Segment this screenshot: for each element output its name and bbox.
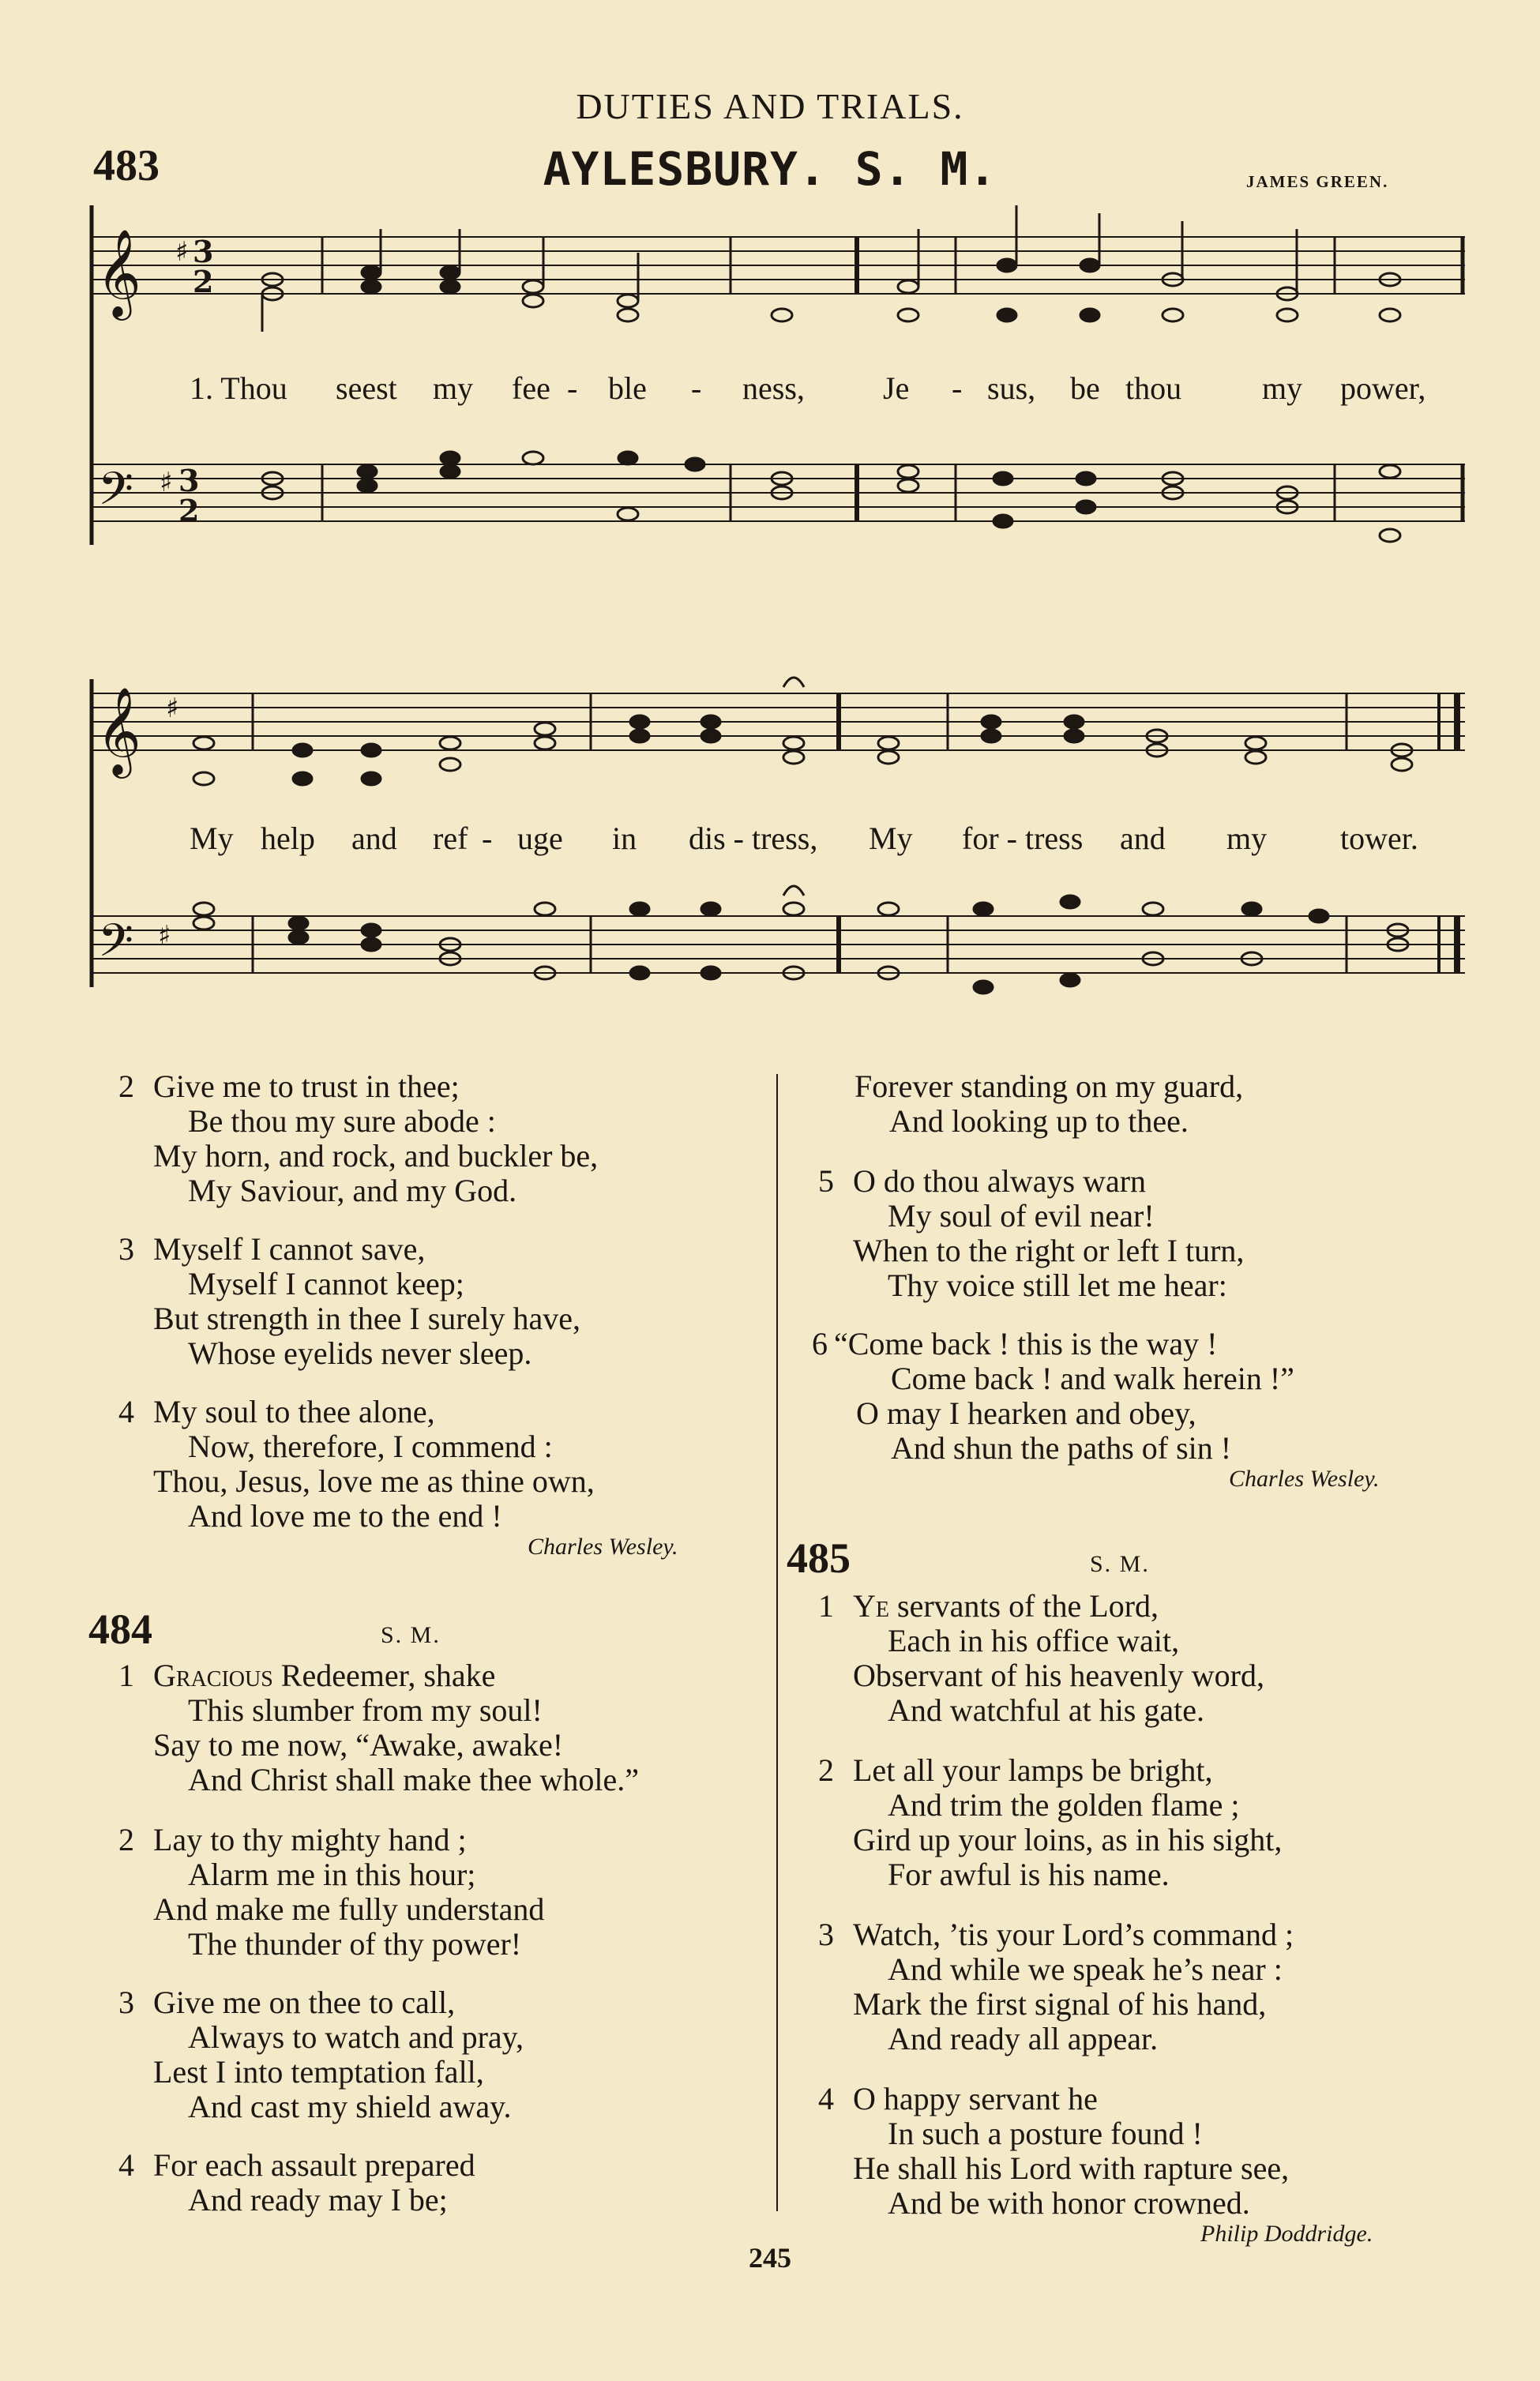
verse-line: My soul to thee alone, <box>153 1394 435 1429</box>
verse-line: And trim the golden flame ; <box>888 1787 1240 1823</box>
lyric-syllable: My <box>190 821 234 856</box>
lyric-syllable: my <box>1226 821 1268 856</box>
stanza-number: 3 <box>818 1917 834 1952</box>
verse-line: Watch, ’tis your Lord’s command ; <box>853 1917 1294 1952</box>
lyric-syllable: my <box>1262 370 1303 406</box>
verse-line: Be thou my sure abode : <box>188 1103 496 1139</box>
bass-clef-icon: 𝄢 <box>98 462 134 527</box>
svg-text:♯: ♯ <box>160 467 173 498</box>
svg-text:♯: ♯ <box>158 920 171 952</box>
verse-line: He shall his Lord with rapture see, <box>853 2150 1290 2186</box>
hymn-485-heading <box>787 1534 851 1583</box>
author-credit: Philip Doddridge. <box>1200 2221 1373 2247</box>
verse-line: Give me to trust in thee; <box>153 1068 460 1104</box>
verse-line: For each assault prepared <box>153 2147 475 2183</box>
svg-text:3: 3 <box>193 234 214 269</box>
hymn-number: 485 <box>787 1534 851 1582</box>
stanza-number: 3 <box>118 1231 134 1267</box>
page-number: 245 <box>749 2242 791 2274</box>
lyric-syllable: and <box>1120 821 1166 856</box>
composer-name: JAMES GREEN. <box>1246 172 1389 191</box>
meter: S. M. <box>381 1622 441 1648</box>
verse-line: In such a posture found ! <box>888 2116 1203 2151</box>
verse-line: O happy servant he <box>853 2081 1098 2116</box>
verse-line: But strength in thee I surely have, <box>153 1301 580 1336</box>
lyric-syllable: Je <box>883 370 910 406</box>
verse-line: Now, therefore, I commend : <box>188 1429 553 1464</box>
verse-line: Thou, Jesus, love me as thine own, <box>153 1463 595 1499</box>
hymn484-stanza-3 <box>118 1985 524 2124</box>
hymn484-stanza-1 <box>118 1658 639 1797</box>
lyric-syllable: ref <box>433 821 468 856</box>
hymn485-stanza-4 <box>818 2082 1289 2221</box>
fermata-icon <box>783 678 804 896</box>
stanza-number: 1 <box>818 1588 834 1624</box>
section-title: DUTIES AND TRIALS. <box>576 86 964 126</box>
hymn485-stanza-3 <box>818 1917 1294 2056</box>
lyric-syllable: be <box>1070 370 1100 406</box>
hymn483-stanza-4 <box>118 1395 595 1534</box>
verse-line: Lay to thy mighty hand ; <box>153 1822 467 1857</box>
lyric-syllable: thou <box>1125 370 1182 406</box>
hymn485-stanza-2 <box>818 1753 1282 1892</box>
stanza-number: 2 <box>118 1822 134 1857</box>
verse-line: Thy voice still let me hear: <box>888 1267 1227 1303</box>
lyric-syllable: ness, <box>742 370 805 406</box>
hymn-number-483: 483 <box>93 141 160 190</box>
hymn484-stanza-4 <box>118 2148 475 2218</box>
verse-line: And ready may I be; <box>188 2182 448 2218</box>
svg-text:♯: ♯ <box>166 693 179 724</box>
verse-line: And love me to the end ! <box>188 1498 502 1534</box>
author-credit: Charles Wesley. <box>528 1534 678 1560</box>
verse-line: Myself I cannot keep; <box>188 1266 464 1301</box>
stanza-number: 4 <box>118 2147 134 2183</box>
lyric-syllable: power, <box>1340 370 1426 406</box>
verse-line: servants of the Lord, <box>897 1588 1159 1624</box>
svg-text:3: 3 <box>178 463 200 498</box>
hymn483-stanza-5 <box>818 1164 1244 1303</box>
stanza-number: 1 <box>118 1658 134 1693</box>
verse-line: And watchful at his gate. <box>888 1692 1204 1728</box>
verse-line: O do thou always warn <box>853 1163 1147 1199</box>
verse-line: “Come back ! this is the way ! <box>834 1326 1218 1361</box>
lyric-syllable: - <box>952 370 963 406</box>
lyric-syllable: help <box>261 821 315 856</box>
verse-line: Come back ! and walk herein !” <box>891 1361 1294 1396</box>
stanza-number: 4 <box>818 2081 834 2116</box>
verse-line: Myself I cannot save, <box>153 1231 426 1267</box>
meter: S. M. <box>1090 1551 1150 1577</box>
verse-line: And Christ shall make thee whole.” <box>188 1762 639 1797</box>
treble-clef-icon: 𝄞 <box>96 228 141 317</box>
lyric-syllable: ble <box>608 370 647 406</box>
verse-line: My Saviour, and my God. <box>188 1173 517 1208</box>
lyric-syllable: tower. <box>1340 821 1418 856</box>
verse-line: And ready all appear. <box>888 2021 1159 2056</box>
verse-line: And make me fully understand <box>153 1891 545 1927</box>
verse-line: Redeemer, shake <box>280 1658 496 1693</box>
author-credit: Charles Wesley. <box>1229 1466 1380 1492</box>
staff-treble-1 <box>93 237 1465 294</box>
hymn483-stanza-3 <box>118 1232 580 1371</box>
verse-line: Mark the first signal of his hand, <box>853 1986 1267 2022</box>
lyric-syllable: 1. Thou <box>190 370 287 406</box>
stanza-number: 5 <box>818 1163 834 1199</box>
stanza-number: 6 <box>812 1326 828 1361</box>
bass-clef-icon: 𝄢 <box>98 914 134 978</box>
lyric-syllable: fee <box>512 370 550 406</box>
verse-line: And looking up to thee. <box>889 1103 1189 1139</box>
verse-line: Gird up your loins, as in his sight, <box>853 1822 1283 1857</box>
music-lyrics-line-1 <box>0 370 1540 409</box>
verse-line: Give me on thee to call, <box>153 1985 456 2020</box>
stanza-number: 3 <box>118 1985 134 2020</box>
lyric-syllable: - <box>567 370 578 406</box>
verse-line: O may I hearken and obey, <box>856 1395 1196 1431</box>
lyric-syllable: My <box>869 821 913 856</box>
music-lyrics-line-2 <box>0 820 1540 859</box>
notes-system-1 <box>262 259 1400 321</box>
tune-title: AYLESBURY. S. M. <box>543 142 997 196</box>
lyric-syllable: uge <box>517 821 563 856</box>
verse-line: My horn, and rock, and buckler be, <box>153 1138 599 1174</box>
verse-line: Alarm me in this hour; <box>188 1857 476 1892</box>
verse-line: The thunder of thy power! <box>188 1926 522 1962</box>
svg-text:2: 2 <box>178 493 200 528</box>
verse-line: And cast my shield away. <box>188 2089 512 2124</box>
verse-line: For awful is his name. <box>888 1857 1170 1892</box>
stanza-number: 2 <box>118 1068 134 1104</box>
verse-line: This slumber from my soul! <box>188 1692 543 1728</box>
hymn-484-heading <box>88 1605 152 1654</box>
svg-text:2: 2 <box>193 264 214 299</box>
verse-line: Lest I into temptation fall, <box>153 2054 484 2090</box>
lyric-syllable: - <box>482 821 493 856</box>
lyric-syllable: my <box>433 370 474 406</box>
verse-line: My soul of evil near! <box>888 1198 1155 1234</box>
treble-clef-icon: 𝄞 <box>96 686 141 775</box>
verse-line: Say to me now, “Awake, awake! <box>153 1727 564 1763</box>
verse-line: Always to watch and pray, <box>188 2019 524 2055</box>
svg-text:♯: ♯ <box>175 236 189 268</box>
lyric-syllable: seest <box>336 370 397 406</box>
staff-treble-2 <box>93 693 1465 750</box>
verse-line: And shun the paths of sin ! <box>891 1430 1232 1466</box>
first-word: Ye <box>853 1588 889 1624</box>
verse-line: Let all your lamps be bright, <box>853 1752 1213 1788</box>
verse-line: When to the right or left I turn, <box>853 1233 1245 1268</box>
verse-line: And while we speak he’s near : <box>888 1951 1283 1987</box>
lyric-syllable: - <box>691 370 702 406</box>
hymn484-stanza-2 <box>118 1823 544 1962</box>
stanza-number: 2 <box>818 1752 834 1788</box>
music-score <box>0 0 1540 1042</box>
lyric-syllable: in <box>612 821 637 856</box>
stanza-number: 4 <box>118 1394 134 1429</box>
hymn483-stanza-2 <box>118 1069 598 1208</box>
verse-line: And be with honor crowned. <box>888 2185 1250 2221</box>
verse-line: Observant of his heavenly word, <box>853 1658 1264 1693</box>
hymn485-stanza-1 <box>818 1589 1264 1728</box>
first-word: Gracious <box>153 1658 273 1693</box>
hymn483-stanza-continued <box>855 1069 1243 1139</box>
verse-line: Each in his office wait, <box>888 1623 1180 1658</box>
lyric-syllable: sus, <box>987 370 1036 406</box>
verse-line: Whose eyelids never sleep. <box>188 1335 532 1371</box>
lyric-syllable: and <box>351 821 397 856</box>
lyric-syllable: for - tress <box>962 821 1084 856</box>
hymn483-stanza-6 <box>812 1327 1294 1466</box>
hymn-number: 484 <box>88 1605 152 1653</box>
verse-line: Forever standing on my guard, <box>855 1068 1244 1104</box>
column-divider <box>776 1074 778 2211</box>
lyric-syllable: dis - tress, <box>689 821 818 856</box>
